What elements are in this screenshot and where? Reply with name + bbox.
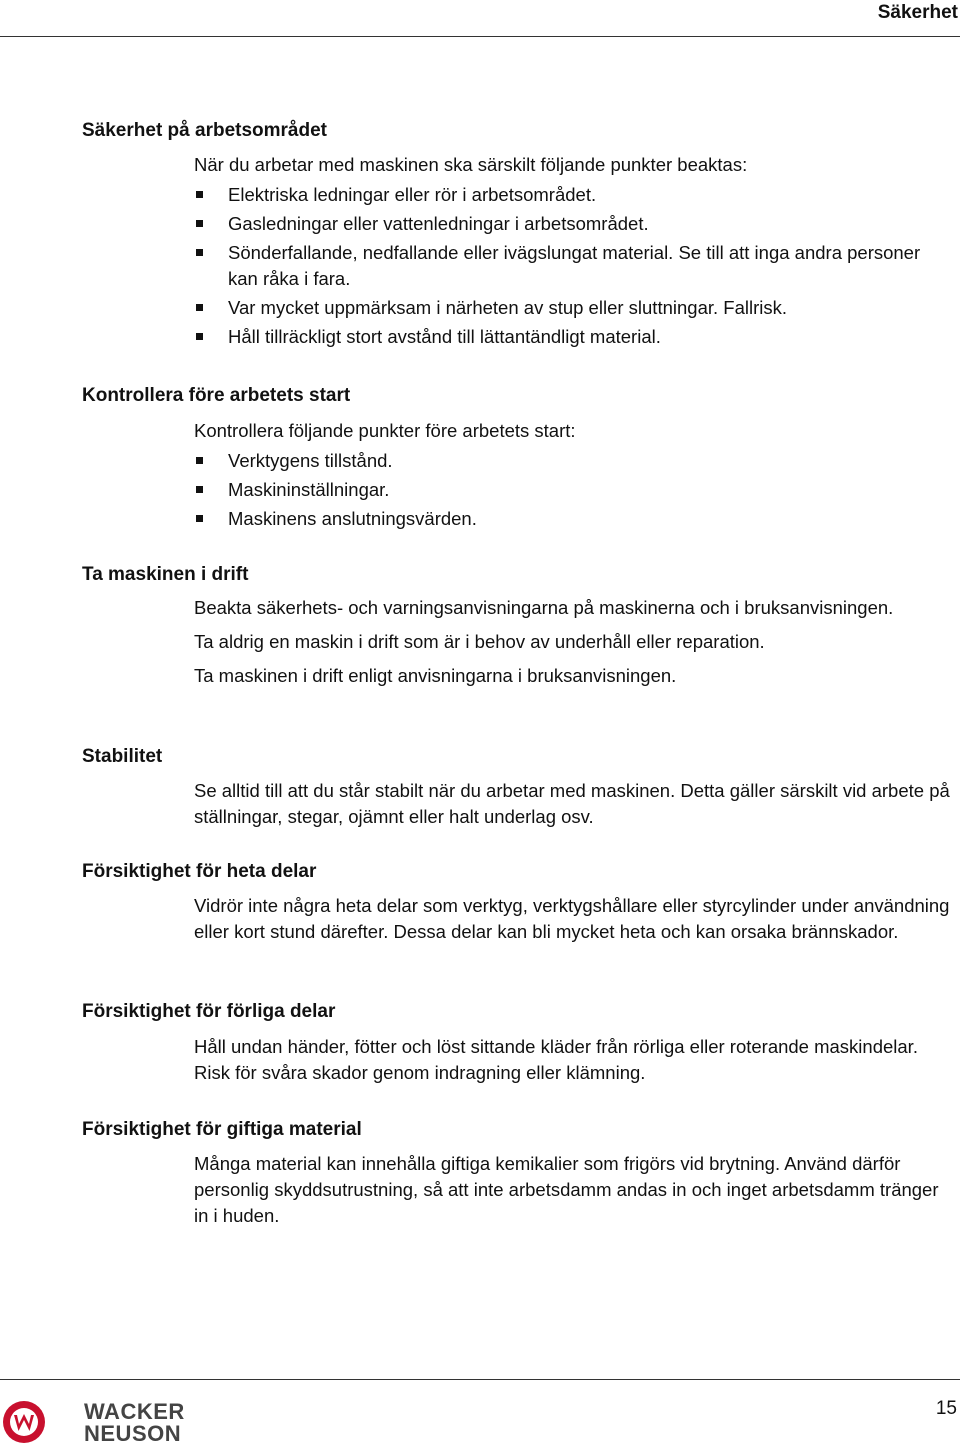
section-body (194, 1151, 956, 1237)
list-item: Håll tillräckligt stort avstånd till lättantändligt material. (194, 324, 956, 350)
section-heading: Försiktighet för heta delar (82, 861, 317, 882)
section-body (194, 152, 956, 350)
section-body (194, 595, 956, 697)
page-number: 15 (935, 1398, 957, 1419)
list-item: Gasledningar eller vattenledningar i arbetsområdet. (194, 211, 956, 237)
list-item: Maskinens anslutningsvärden. (194, 506, 956, 532)
list-item: Sönderfallande, nedfallande eller ivägslungat material. Se till att inga andra personer kan råka i fara. (194, 240, 934, 292)
list-item: Maskininställningar. (194, 477, 956, 503)
list-item: Verktygens tillstånd. (194, 448, 956, 474)
paragraph: Många material kan innehålla giftiga kemikalier som frigörs vid brytning. Använd därför personlig skyddsutrustning, så att inte arbetsdamm andas in och inget arbetsdamm tränger in i huden. (194, 1153, 939, 1226)
section-heading: Säkerhet på arbetsområdet (82, 120, 327, 141)
section-body (194, 778, 956, 838)
list-item: Var mycket uppmärksam i närheten av stup eller sluttningar. Fallrisk. (194, 295, 956, 321)
bullet-list (194, 448, 956, 532)
paragraph: Vidrör inte några heta delar som verktyg, verktygshållare eller styrcylinder under användning eller kort stund därefter. Dessa delar kan bli mycket heta och kan orsaka brännskador. (194, 895, 950, 942)
list-item: Elektriska ledningar eller rör i arbetsområdet. (194, 182, 956, 208)
section-body (194, 1034, 956, 1094)
section-body (194, 418, 956, 532)
footer-divider (0, 1379, 960, 1380)
section-heading: Stabilitet (82, 746, 163, 767)
section-heading: Kontrollera före arbetets start (82, 385, 351, 406)
paragraph: Ta maskinen i drift enligt anvisningarna i bruksanvisningen. (194, 665, 677, 686)
brand-logo-text (84, 1401, 185, 1445)
paragraph: Håll undan händer, fötter och löst sittande kläder från rörliga eller roterande maskindelar. Risk för svåra skador genom indragning eller klämning. (194, 1036, 918, 1083)
section-intro: Kontrollera följande punkter före arbetets start: (194, 420, 576, 441)
section-heading: Ta maskinen i drift (82, 564, 249, 585)
section-heading: Försiktighet för förliga delar (82, 1001, 336, 1022)
header-title: Säkerhet (877, 2, 958, 23)
section-body (194, 893, 956, 953)
brand-line-1: WACKER (84, 1399, 185, 1424)
section-heading: Försiktighet för giftiga material (82, 1119, 362, 1140)
paragraph: Se alltid till att du står stabilt när du arbetar med maskinen. Detta gäller särskilt vid arbete på ställningar, stegar, ojämnt eller halt underlag osv. (194, 780, 950, 827)
wacker-neuson-logo-icon (2, 1400, 46, 1444)
section-intro: När du arbetar med maskinen ska särskilt följande punkter beaktas: (194, 154, 748, 175)
paragraph: Ta aldrig en maskin i drift som är i behov av underhåll eller reparation. (194, 631, 765, 652)
paragraph: Beakta säkerhets- och varningsanvisningarna på maskinerna och i bruksanvisningen. (194, 597, 894, 618)
bullet-list (194, 182, 956, 350)
brand-line-2: NEUSON (84, 1421, 182, 1446)
header-divider (0, 36, 960, 37)
